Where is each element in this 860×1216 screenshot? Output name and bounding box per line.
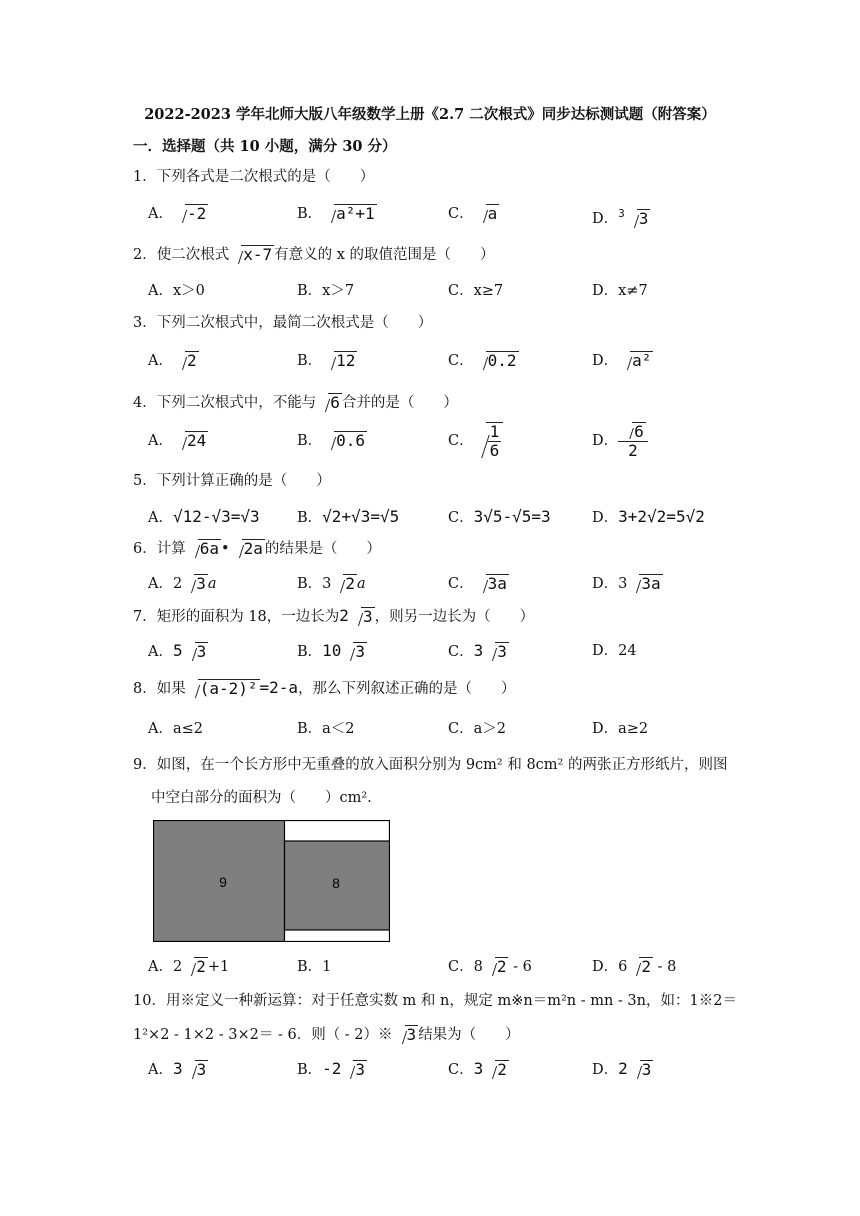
question-6-stem: 6．计算 6a • 2a 的结果是（ ） [133,539,381,558]
question-10-stem-line1: 10．用※定义一种新运算：对于任意实数 m 和 n，规定 m※n＝m²n - mn - 3n，如：1※2＝ [133,993,737,1009]
q8-option-c: C．a＞2 [448,721,506,737]
q9-option-b: B．1 [297,959,332,975]
q6-option-d: D．3 3a [592,574,661,593]
q5-option-d: D．3+2√2=5√2 [592,507,705,526]
q6-option-b: B．3 2 a [297,574,366,593]
q2-option-c: C．x≥7 [448,283,504,299]
q10-option-a: A．3 3 [148,1059,207,1079]
question-7-stem: 7．矩形的面积为 18，一边长为2 3 ，则另一边长为（ ） [133,606,535,626]
q4-option-a: A． 24 [148,431,207,450]
section-heading: 一．选择题（共 10 小题，满分 30 分） [133,138,397,155]
q2-option-a: A．x＞0 [148,283,205,299]
question-9-stem-line1: 9．如图，在一个长方形中无重叠的放入面积分别为 9cm² 和 8cm² 的两张正方形纸片，则图 [133,757,728,773]
q8-option-b: B．a＜2 [297,721,355,737]
q7-option-b: B．10 3 [297,641,366,661]
question-8-stem: 8．如果 (a-2)² =2-a，那么下列叙述正确的是（ ） [133,678,516,698]
question-10-stem-line2: 1²×2 - 1×2 - 3×2＝ - 6．则（ - 2）※ 3 结果为（ ） [133,1025,520,1044]
q5-option-b: B．√2+√3=√5 [297,507,400,526]
q7-option-d: D．24 [592,643,637,659]
q10-option-b: B．-2 3 [297,1059,366,1079]
q5-option-a: A．√12-√3=√3 [148,507,260,526]
q2-option-b: B．x＞7 [297,283,355,299]
q9-option-c: C．8 2 - 6 [448,957,532,976]
question-9-stem-line2: 中空白部分的面积为（ ）cm². [151,790,372,806]
q1-option-a: A． -2 [148,204,207,223]
square-8-label: 8 [332,875,340,891]
q2-option-d: D．x≠7 [592,283,648,299]
q10-option-c: C．3 2 [448,1059,507,1079]
q4-option-d: D． $\frac{6}{2}$ [592,422,648,460]
q4-option-c: C． $\frac{1}{6}$ [448,422,503,460]
question-3-stem: 3．下列二次根式中，最简二次根式是（ ） [133,315,433,331]
q1-option-c: C． a [448,204,498,223]
question-4-stem: 4．下列二次根式中，不能与 6 合并的是（ ） [133,393,458,412]
q6-option-a: A．2 3 a [148,574,217,593]
q9-option-a: A．2 2 +1 [148,957,230,976]
rectangle-squares-figure [153,820,390,942]
q5-option-c: C．3√5-√5=3 [448,507,551,526]
q7-option-a: A．5 3 [148,641,207,661]
q3-option-b: B． 12 [297,351,356,370]
q3-option-c: C． 0.2 [448,351,517,370]
question-1-stem: 1．下列各式是二次根式的是（ ） [133,169,375,185]
q8-option-d: D．a≥2 [592,721,649,737]
square-9-label: 9 [219,874,227,890]
q1-option-b: B． a²+1 [297,204,375,223]
q3-option-d: D． a² [592,351,652,370]
q10-option-d: D．2 3 [592,1059,652,1079]
q9-option-d: D．6 2 - 8 [592,957,677,976]
q4-option-b: B． 0.6 [297,431,366,450]
q1-option-d: D．$^3$ 3 [592,207,649,228]
q6-option-c: C． 3a [448,574,507,593]
q8-option-a: A．a≤2 [148,721,203,737]
question-5-stem: 5．下列计算正确的是（ ） [133,473,331,489]
q7-option-c: C．3 3 [448,641,507,661]
q3-option-a: A． 2 [148,351,197,370]
page-title: 2022-2023 学年北师大版八年级数学上册《2.7 二次根式》同步达标测试题（附答案） [144,106,716,123]
question-2-stem: 2．使二次根式 x-7 有意义的 x 的取值范围是（ ） [133,245,495,264]
